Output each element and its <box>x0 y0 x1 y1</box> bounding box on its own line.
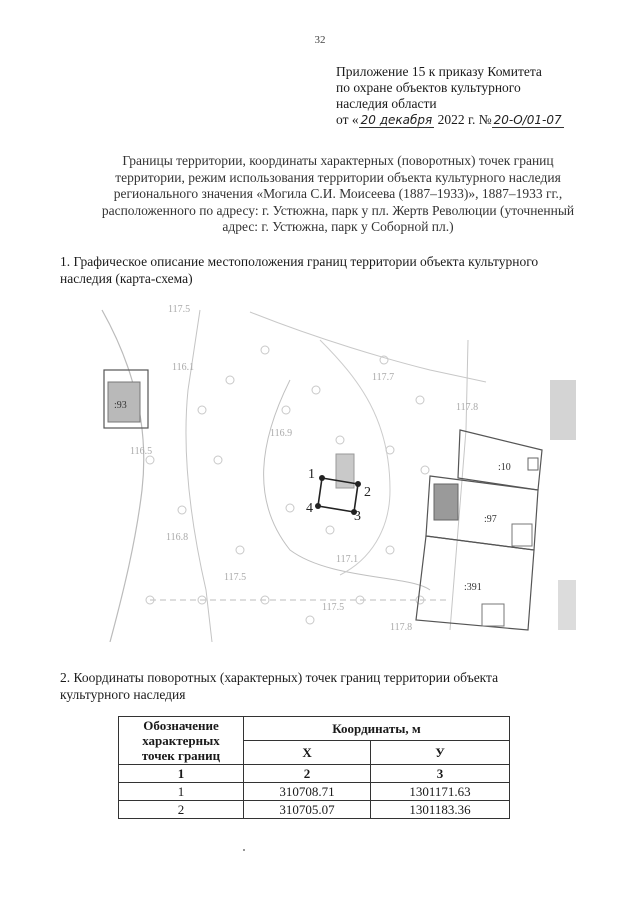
elevation-label: 116.1 <box>172 362 195 373</box>
boundary-point-1-label: 1 <box>308 467 315 482</box>
document-title <box>60 153 616 236</box>
header-designation-line: характерных <box>142 733 220 748</box>
map-scheme <box>90 300 576 642</box>
table-header-row <box>119 717 510 741</box>
section-2-heading <box>60 670 620 703</box>
header-designation-line: Обозначение <box>143 718 219 733</box>
table-cell: 3 <box>371 765 510 783</box>
title-line-2: территории, режим использования территории объекта культурного наследия <box>115 169 561 185</box>
elevation-label: 116.8 <box>166 532 189 543</box>
parcel-97-annex <box>512 524 532 546</box>
section-1-heading <box>60 254 620 287</box>
title-line-4: расположенного по адресу: г. Устюжна, парк у пл. Жертв Революции (уточненный <box>101 202 575 218</box>
table-row <box>119 783 510 801</box>
boundary-point-2-label: 2 <box>364 485 371 500</box>
coordinates-table <box>118 716 510 819</box>
header-y: У <box>371 741 510 765</box>
elevation-label: 117.8 <box>456 402 479 413</box>
date-suffix: 2022 г. № <box>434 112 492 127</box>
appendix-line-1: Приложение 15 к приказу Комитета <box>336 64 542 79</box>
header-coordinates: Координаты, м <box>244 717 510 741</box>
parcel-97-building <box>434 484 458 520</box>
appendix-line-2: по охране объектов культурного <box>336 80 521 95</box>
appendix-line-3: наследия области <box>336 96 437 111</box>
table-cell: 310708.71 <box>244 783 371 801</box>
map-strip-right-2 <box>558 580 576 630</box>
section-2-line-1: 2. Координаты поворотных (характерных) точек границ территории объекта <box>60 670 499 685</box>
elevation-label: 117.8 <box>390 622 413 633</box>
map-boundary-park <box>186 310 212 642</box>
date-prefix: от « <box>336 112 359 127</box>
table-cell: 1301171.63 <box>371 783 510 801</box>
map-boundary-road <box>250 312 486 382</box>
title-line-1: Границы территории, координаты характерных (поворотных) точек границ <box>122 153 554 168</box>
title-line-5: адрес: г. Устюжна, парк у Соборной пл.) <box>222 219 454 234</box>
table-numbering-row <box>119 765 510 783</box>
parcel-label: :10 <box>498 462 511 473</box>
page-number: 32 <box>314 34 326 46</box>
header-x: X <box>244 741 371 765</box>
elevation-label: 116.9 <box>270 428 293 439</box>
boundary-point-2-dot <box>355 481 361 487</box>
stray-mark <box>243 849 245 851</box>
header-designation <box>119 717 244 765</box>
boundary-point-3-label: 3 <box>354 509 361 524</box>
map-boundary-left <box>102 310 144 642</box>
elevation-label: 117.7 <box>372 372 395 383</box>
boundary-point-4-dot <box>315 503 321 509</box>
handwritten-date: 20 декабря <box>360 113 433 127</box>
map-strip-right <box>550 380 576 440</box>
parcel-391-annex <box>482 604 504 626</box>
parcel-10-small <box>528 458 538 470</box>
elevation-label: 116.5 <box>130 446 153 457</box>
parcel-label: :391 <box>464 582 482 593</box>
table-cell: 310705.07 <box>244 801 371 819</box>
boundary-point-4-label: 4 <box>306 501 313 516</box>
boundary-point-1-dot <box>319 475 325 481</box>
elevation-label: 117.5 <box>224 572 247 583</box>
elevation-label: 117.5 <box>168 304 191 315</box>
table-cell: 1301183.36 <box>371 801 510 819</box>
appendix-date-line <box>336 112 564 128</box>
parcel-label: :93 <box>114 400 127 411</box>
section-1-line-2: наследия (карта-схема) <box>60 270 193 286</box>
header-designation-line: точек границ <box>141 748 221 763</box>
table-cell: 1 <box>119 783 244 801</box>
elevation-label: 117.1 <box>336 554 359 565</box>
appendix-header <box>336 64 564 128</box>
table-row <box>119 801 510 819</box>
table-cell: 2 <box>244 765 371 783</box>
elevation-label: 117.5 <box>322 602 345 613</box>
section-2-line-2: культурного наследия <box>60 686 186 702</box>
parcel-label: :97 <box>484 514 497 525</box>
handwritten-order-number: 20-О/01-07 <box>493 113 562 127</box>
table-cell: 2 <box>119 801 244 819</box>
section-1-line-1: 1. Графическое описание местоположения границ территории объекта культурного <box>60 254 539 269</box>
table-cell: 1 <box>119 765 244 783</box>
title-line-3: регионального значения «Могила С.И. Моисеева (1887–1933)», 1887–1933 гг., <box>113 186 563 201</box>
